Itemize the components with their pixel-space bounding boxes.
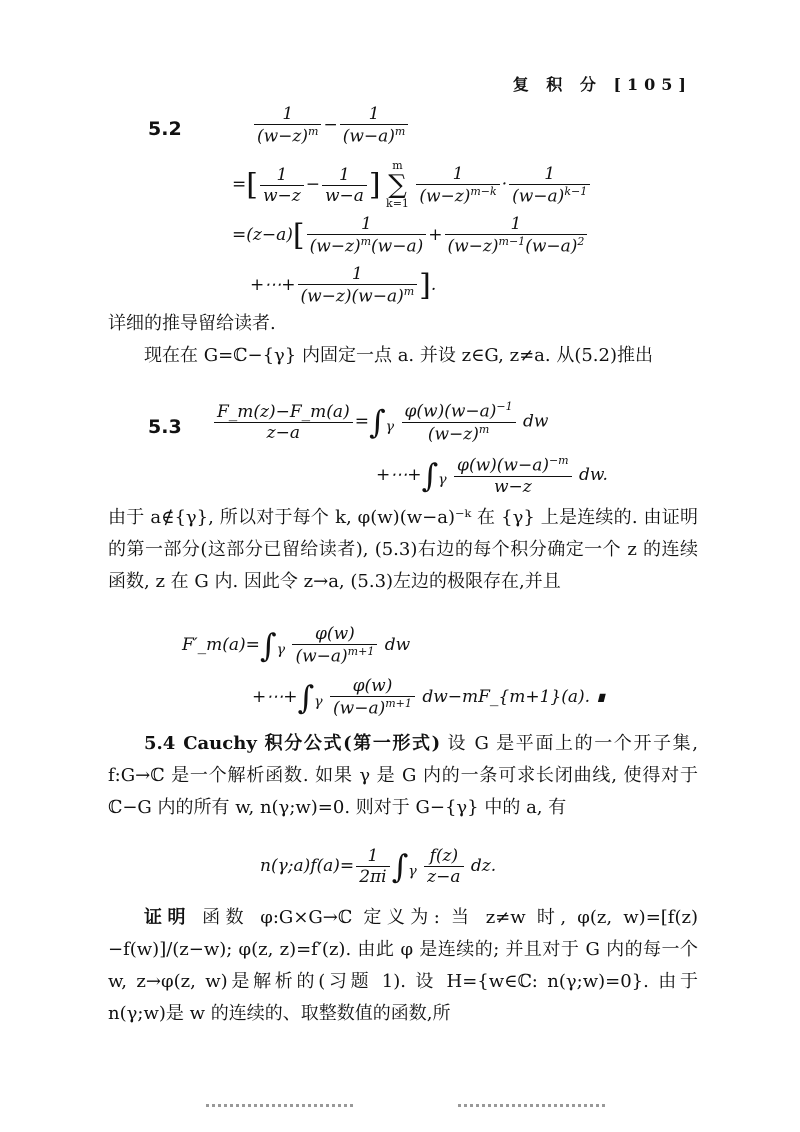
fraction: $\frac{\varphi(w)(w-a)^{-m}}{w-z}$ [454, 454, 572, 497]
fraction: $\frac{f(z)}{z-a}$ [424, 846, 463, 887]
fraction: $\frac{1}{(w-a)^{k-1}}$ [509, 164, 590, 207]
fraction: $\frac{\varphi(w)(w-a)^{-1}}{(w-z)^m}$ [402, 400, 516, 444]
eq-derivative-line2: $+\cdots+\int_\gamma$ $\frac{\varphi(w)}{(w-a)^{m+1}}$ dw−mF_{m+1}(a). ∎ [252, 676, 607, 719]
eq-cauchy: n(γ;a)f(a)= $\frac{1}{2\pi i}$ $\int_\gamma$ $\frac{f(z)}{z-a}$ dz. [260, 846, 497, 887]
fraction: $\frac{F\_m(z)-F\_m(a)}{z-a}$ [214, 402, 353, 443]
eq53-line1: $\frac{F\_m(z)-F\_m(a)}{z-a}$ $=\int_\gamma$ $\frac{\varphi(w)(w-a)^{-1}}{(w-z)^m}$ dw [212, 400, 548, 444]
theorem-5-4 [108, 728, 698, 824]
text-fix-point: 现在在 G=ℂ−{γ} 内固定一点 a. 并设 z∈G, z≠a. 从(5.2)推出 [144, 345, 653, 366]
scan-artifact [458, 1104, 608, 1107]
text-derivation-left: 详细的推导留给读者. [108, 313, 276, 334]
proof-body: 函数 φ:G×G→ℂ 定义为: 当 z≠w 时, φ(z, w)=[f(z)−f(w)]/(z−w); φ(z, z)=f′(z). 由此 φ 是连续的; 并且对于 G 内的每一个 w, z→φ(z, w)是解析的(习题 1). 设 H={w∈ℂ: n(γ;w)=0}. 由于 n(γ;w)是 w 的连续的、取整数值的函数,所 [108, 907, 698, 1024]
proof-paragraph [108, 902, 698, 1030]
fraction: $\frac{1}{(w-a)^m}$ [340, 104, 409, 147]
eq52-line2: =[ $\frac{1}{w-z}$ − $\frac{1}{w-a}$ ] m ∑ k=1 $\frac{1}{(w-z)^{m-k}}$ · $\frac{1}{(w-a)^{k-1}}$ [232, 160, 592, 210]
summation-sign: m ∑ k=1 [386, 159, 409, 210]
eq52-line3: =(z−a)[ $\frac{1}{(w-z)^m(w-a)}$ + $\frac{1}{(w-z)^{m-1}(w-a)^2}$ [232, 214, 589, 257]
eq52-line1: $\frac{1}{(w-z)^m}$ − $\frac{1}{(w-a)^m}$ [252, 104, 410, 147]
scan-artifact [206, 1104, 356, 1107]
integral-sign: ∫ [368, 403, 386, 442]
eq-derivative-line1: $F'\_m(a)=\int_\gamma$ $\frac{\varphi(w)}{(w-a)^{m+1}}$ dw [182, 624, 411, 667]
integral-sign: ∫ [391, 847, 409, 886]
eq53-line2: $+\cdots+\int_\gamma$ $\frac{\varphi(w)(w-a)^{-m}}{w-z}$ dw. [376, 454, 608, 497]
fraction: $\frac{1}{(w-z)^{m-k}}$ [416, 164, 499, 207]
fraction: $\frac{\varphi(w)}{(w-a)^{m+1}}$ [292, 624, 377, 667]
text-continuity: 由于 a∉{γ}, 所以对于每个 k, φ(w)(w−a)⁻ᵏ 在 {γ} 上是连续的. 由证明的第一部分(这部分已留给读者), (5.3)右边的每个积分确定一个 z 的连续函数, z 在 G 内. 因此令 z→a, (5.3)左边的极限存在,并且 [108, 507, 698, 592]
fraction: $\frac{1}{(w-z)(w-a)^m}$ [298, 264, 418, 307]
theorem-body: 设 G 是平面上的一个开子集, f:G→ℂ 是一个解析函数. 如果 γ 是 G 内的一条可求长闭曲线, 使得对于 ℂ−G 内的所有 w, n(γ;w)=0. 则对于 G−{γ} 中的 a, 有 [108, 733, 699, 818]
fraction: $\frac{1}{w-a}$ [322, 165, 367, 206]
integral-sign: ∫ [297, 678, 315, 717]
fraction: $\frac{1}{(w-z)^m}$ [254, 104, 321, 147]
running-header: 复 积 分 [105] [512, 75, 692, 94]
proof-label: 证明 [144, 907, 191, 928]
fraction: $\frac{1}{2\pi i}$ [356, 846, 389, 887]
fraction: $\frac{1}{w-z}$ [260, 165, 304, 206]
fraction: $\frac{1}{(w-z)^m(w-a)}$ [307, 214, 427, 257]
integral-sign: ∫ [259, 626, 277, 665]
integral-sign: ∫ [421, 456, 439, 495]
theorem-label: 5.4 Cauchy 积分公式(第一形式) [144, 733, 441, 754]
fraction: $\frac{1}{(w-z)^{m-1}(w-a)^2}$ [445, 214, 588, 257]
fraction: $\frac{\varphi(w)}{(w-a)^{m+1}}$ [330, 676, 415, 719]
eq52-line4: +⋯+ $\frac{1}{(w-z)(w-a)^m}$ ]. [250, 264, 437, 307]
equation-label-5-3: 5.3 [148, 416, 182, 438]
equation-label-5-2: 5.2 [148, 118, 182, 140]
